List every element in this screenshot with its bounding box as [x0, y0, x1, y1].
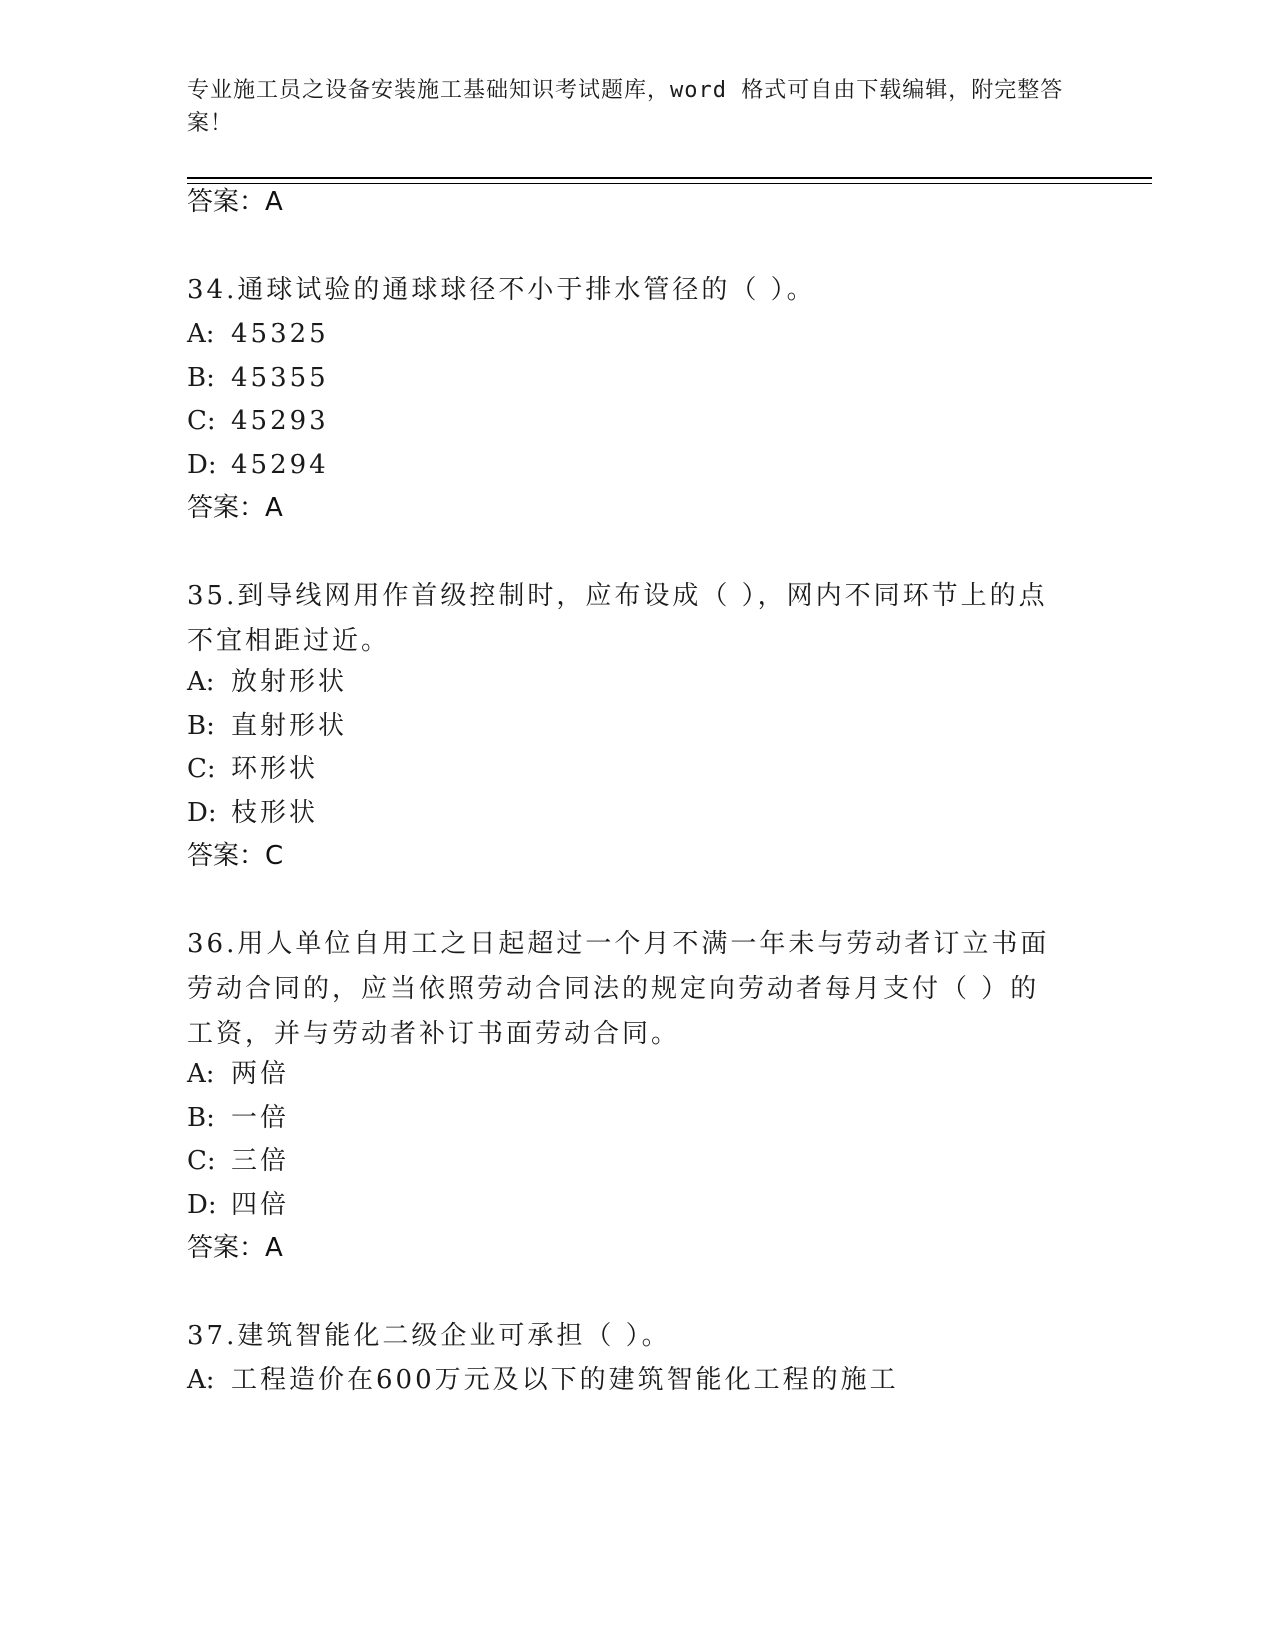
option-text: 45355 [231, 363, 329, 393]
answer-line: 答案：A [187, 187, 283, 217]
option-36-a [187, 1056, 289, 1092]
question-stem-34: 34.通球试验的通球球径不小于排水管径的（ ）。 [187, 275, 816, 305]
option-34-a [187, 316, 329, 352]
option-34-c [187, 403, 329, 439]
question-stem-35: 35.到导线网用作首级控制时，应布设成（ ），网内不同环节上的点不宜相距过近。 [187, 581, 1048, 656]
question-stem-36: 36.用人单位自用工之日起超过一个月不满一年未与劳动者订立书面劳动合同的，应当依照劳动合同法的规定向劳动者每月支付（ ）的工资，并与劳动者补订书面劳动合同。 [187, 929, 1050, 1049]
option-label: A: [187, 667, 215, 697]
option-35-d [187, 795, 318, 831]
option-label: D: [187, 798, 217, 828]
option-34-b [187, 360, 329, 396]
option-text: 两倍 [231, 1059, 290, 1089]
option-text: 45325 [231, 319, 329, 349]
option-text: 工程造价在600万元及以下的建筑智能化工程的施工 [231, 1365, 899, 1395]
answer-36: 答案：A [187, 1233, 283, 1263]
option-label: A: [187, 1059, 215, 1089]
option-35-b [187, 708, 347, 744]
option-text: 环形状 [231, 754, 319, 784]
answer-35: 答案：C [187, 841, 284, 871]
option-label: B: [187, 363, 215, 393]
option-text: 枝形状 [231, 798, 319, 828]
option-label: B: [187, 1103, 215, 1133]
option-text: 45294 [231, 450, 329, 480]
answer-34: 答案：A [187, 493, 283, 523]
option-label: B: [187, 711, 215, 741]
option-label: D: [187, 1190, 217, 1220]
option-label: C: [187, 406, 216, 436]
option-label: C: [187, 754, 216, 784]
header-rule-thick [187, 177, 1152, 179]
option-34-d [187, 447, 329, 483]
option-text: 直射形状 [231, 711, 348, 741]
document-header: 专业施工员之设备安装施工基础知识考试题库，word 格式可自由下载编辑，附完整答案！ [187, 78, 1064, 136]
option-35-a [187, 664, 347, 700]
header-rule-thin [187, 183, 1152, 184]
option-text: 一倍 [231, 1103, 290, 1133]
option-text: 45293 [231, 406, 329, 436]
option-36-d [187, 1187, 289, 1223]
option-35-c [187, 751, 318, 787]
option-37-a [187, 1362, 899, 1398]
option-36-c [187, 1143, 289, 1179]
option-label: A: [187, 319, 215, 349]
option-36-b [187, 1100, 289, 1136]
option-label: A: [187, 1365, 215, 1395]
option-text: 四倍 [231, 1190, 290, 1220]
option-text: 三倍 [231, 1146, 290, 1176]
option-text: 放射形状 [231, 667, 348, 697]
option-label: C: [187, 1146, 216, 1176]
question-stem-37: 37.建筑智能化二级企业可承担（ ）。 [187, 1321, 671, 1351]
option-label: D: [187, 450, 217, 480]
